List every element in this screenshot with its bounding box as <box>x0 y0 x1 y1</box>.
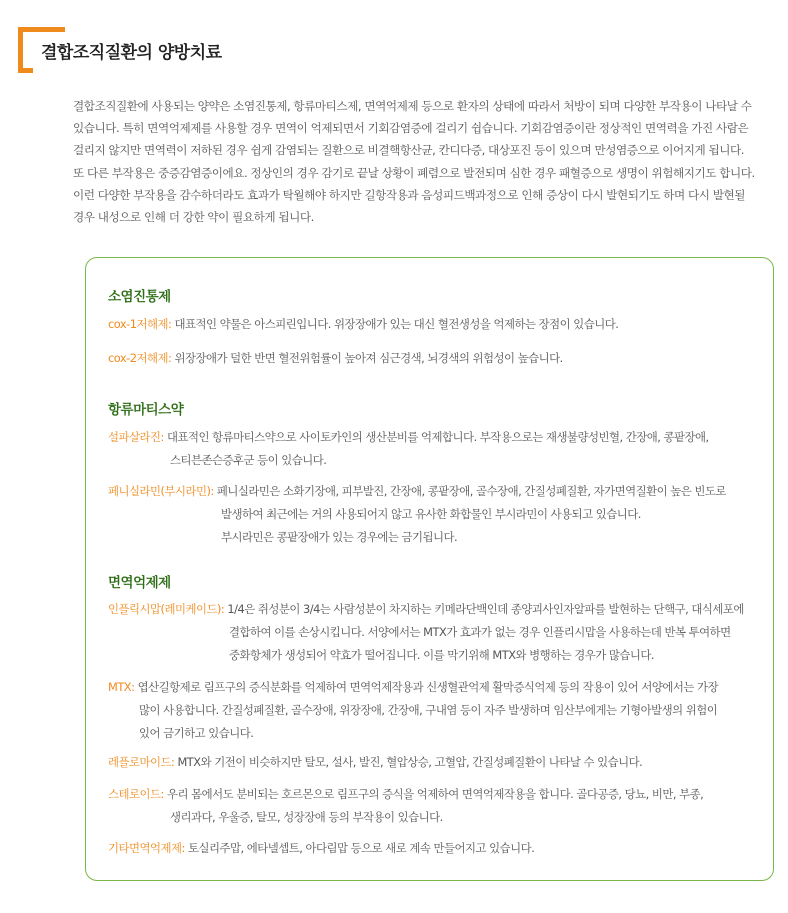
entry-desc: 우리 몸에서도 분비되는 호르몬으로 림프구의 증식을 억제하여 면역억제작용을 합니다. 골다공증, 당뇨, 비만, 부종, <box>166 787 704 801</box>
intro-line: 이런 다양한 부작용을 감수하더라도 효과가 탁월해야 하지만 길항작용과 음성피드백과정으로 인해 증상이 다시 발현되기도 하며 다시 발현될 <box>73 187 746 202</box>
entry-desc: 엽산길항제로 림프구의 증식분화를 억제하여 면역억제작용과 신생혈관억제 활막증식억제 등의 작용이 있어 서양에서는 가장 <box>137 680 719 694</box>
entry-steroid <box>108 783 703 806</box>
intro-line: 결합조직질환에 사용되는 양약은 소염진통제, 항류마티스제, 면역억제제 등으로 환자의 상태에 따라서 처방이 되며 다양한 부작용이 나타날 수 <box>73 99 752 113</box>
intro-line: 경우 내성으로 인해 더 강한 약이 필요하게 됩니다. <box>73 210 314 225</box>
entry-cox1 <box>108 313 618 336</box>
entry-continuation: 부시라민은 콩팥장애가 있는 경우에는 금기됩니다. <box>221 530 458 544</box>
section-title-antirheumatic: 항류마티스약 <box>108 402 184 418</box>
entry-desc: 대표적인 항류마티스약으로 사이토카인의 생산분비를 억제합니다. 부작용으로는 재생불량성빈혈, 간장애, 콩팥장애, <box>166 430 709 444</box>
section-title-nsaid: 소염진통제 <box>108 289 171 305</box>
entry-continuation: 중화항체가 생성되어 약효가 떨어집니다. 이를 막기위해 MTX와 병행하는 경우가 많습니다. <box>229 648 655 662</box>
entry-continuation: 많이 사용합니다. 간질성폐질환, 골수장애, 위장장애, 간장애, 구내염 등이 자주 발생하며 임산부에게는 기형아발생의 위험이 <box>139 703 718 717</box>
entry-label: 스테로이드: <box>108 787 164 801</box>
entry-desc: 대표적인 약물은 아스피린입니다. 위장장애가 있는 대신 혈전생성을 억제하는 장점이 있습니다. <box>174 317 619 331</box>
entry-label: 설파살라진: <box>108 430 164 444</box>
entry-cox2 <box>108 347 563 370</box>
entry-desc: 1/4은 쥐성분이 3/4는 사람성분이 차지하는 키메라단백인데 종양괴사인자알파를 발현하는 단핵구, 대식세포에 <box>227 602 744 616</box>
entry-label: cox-2저해제: <box>108 351 172 365</box>
entry-label: 인플릭시맙(레미케이드): <box>108 602 225 616</box>
entry-continuation: 생리과다, 우울증, 탈모, 성장장애 등의 부작용이 있습니다. <box>170 810 443 824</box>
entry-desc: 토실리주맙, 에타넬셉트, 아다림맙 등으로 새로 계속 만들어지고 있습니다. <box>188 841 535 855</box>
entry-sulfasalazine <box>108 426 709 449</box>
entry-desc: MTX와 기전이 비슷하지만 탈모, 설사, 발진, 혈압상승, 고혈압, 간질성폐질환이 나타날 수 있습니다. <box>177 755 643 769</box>
entry-continuation: 스티븐존슨증후군 등이 있습니다. <box>170 453 327 467</box>
entry-desc: 위장장애가 덜한 반면 혈전위험률이 높아져 심근경색, 뇌경색의 위험성이 높습니다. <box>174 351 563 365</box>
entry-penicillamine <box>108 480 726 503</box>
entry-continuation: 있어 금기하고 있습니다. <box>139 726 254 740</box>
entry-mtx <box>108 676 718 699</box>
intro-line: 걸리지 않지만 면역력이 저하된 경우 쉽게 감염되는 질환으로 비결핵항산균, 칸디다증, 대상포진 등이 있으며 만성염증으로 이어지게 됩니다. <box>73 143 744 158</box>
entry-continuation: 결합하여 이를 손상시킵니다. 서양에서는 MTX가 효과가 없는 경우 인플리시맙을 사용하는데 반복 투여하면 <box>229 625 731 639</box>
page-title: 결합조직질환의 양방치료 <box>41 43 222 63</box>
entry-label: cox-1저해제: <box>108 317 172 331</box>
intro-paragraph <box>73 95 785 228</box>
section-title-immunosuppressant: 면역억제제 <box>108 575 171 591</box>
entry-infliximab <box>108 598 744 621</box>
entry-others <box>108 837 534 860</box>
entry-label: 페니실라민(부시라민): <box>108 484 214 498</box>
entry-leflunomide <box>108 751 642 774</box>
entry-continuation: 발생하여 최근에는 거의 사용되어지 않고 유사한 화합물인 부시라민이 사용되고 있습니다. <box>221 507 641 521</box>
entry-label: 기타면역억제제: <box>108 841 185 855</box>
intro-line: 또 다른 부작용은 중증감염증이에요. 정상인의 경우 감기로 끝날 상황이 폐렴으로 발전되며 심한 경우 패혈증으로 생명이 위험해지기도 합니다. <box>73 165 755 180</box>
entry-desc: 페니실라민은 소화기장애, 피부발진, 간장애, 콩팥장애, 골수장애, 간질성폐질환, 자가면역질환이 높은 빈도로 <box>216 484 726 498</box>
entry-label: MTX: <box>108 680 135 694</box>
intro-line: 있습니다. 특히 면역억제제를 사용할 경우 면역이 억제되면서 기회감염증에 걸리기 쉽습니다. 기회감염증이란 정상적인 면역력을 가진 사람은 <box>73 121 749 136</box>
entry-label: 레플로마이드: <box>108 755 175 769</box>
